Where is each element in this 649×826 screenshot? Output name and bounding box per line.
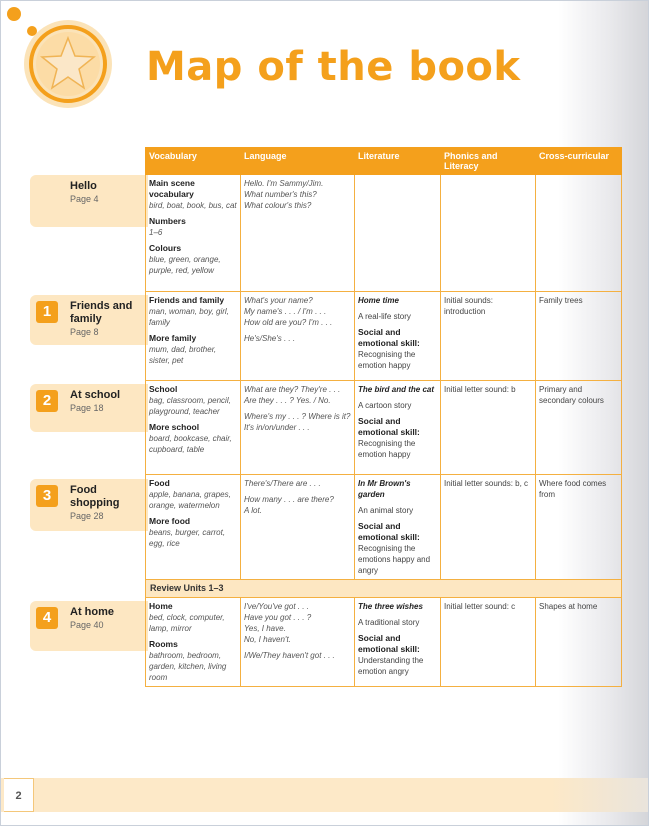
unit-tab-hello — [30, 175, 148, 227]
language-line: How many . . . are there? — [244, 495, 334, 504]
language-line: What are they? They're . . . — [244, 385, 341, 394]
table-row — [146, 381, 622, 475]
story-type: A real-life story — [358, 312, 411, 321]
unit-tab-4 — [30, 601, 148, 651]
language-cell — [241, 475, 355, 580]
phonics-cell — [441, 175, 536, 292]
story-type: An animal story — [358, 506, 414, 515]
table-row — [146, 598, 622, 687]
vocab-heading: More food — [149, 516, 191, 526]
language-cell — [241, 292, 355, 381]
phonics-cell: Initial letter sounds: b, c — [441, 475, 536, 580]
col-header-language: Language — [241, 148, 355, 175]
unit-tab-3 — [30, 479, 148, 531]
story-title: The bird and the cat — [358, 385, 435, 394]
phonics-cell: Initial letter sound: c — [441, 598, 536, 687]
language-line: What colour's this? — [244, 201, 312, 210]
unit-number: 3 — [36, 485, 58, 507]
vocabulary-cell — [146, 292, 241, 381]
language-line: It's in/on/under . . . — [244, 423, 310, 432]
unit-name: Hello — [70, 180, 97, 192]
vocab-words: man, woman, boy, girl, family — [149, 307, 229, 327]
skill-text: Understanding the emotion angry — [358, 656, 424, 676]
unit-tab-2 — [30, 384, 148, 432]
vocab-words: apple, banana, grapes, orange, watermelon — [149, 490, 231, 510]
page-title: Map of the book — [146, 44, 521, 90]
language-line: A lot. — [244, 506, 262, 515]
page-number: 2 — [4, 778, 34, 812]
unit-page: Page 4 — [70, 194, 99, 204]
skill-heading: Social and emotional skill: — [358, 521, 420, 542]
skill-text: Recognising the emotion happy — [358, 350, 416, 370]
skill-text: Recognising the emotion happy — [358, 439, 416, 459]
skill-heading: Social and emotional skill: — [358, 327, 420, 348]
literature-cell — [355, 381, 441, 475]
vocab-words: bag, classroom, pencil, playground, teacher — [149, 396, 231, 416]
literature-cell — [355, 475, 441, 580]
skill-heading: Social and emotional skill: — [358, 416, 420, 437]
language-line: Where's my . . . ? Where is it? — [244, 412, 351, 421]
unit-number: 4 — [36, 607, 58, 629]
col-header-phonics: Phonics and Literacy — [441, 148, 536, 175]
cross-curricular-cell: Family trees — [536, 292, 622, 381]
vocabulary-cell — [146, 381, 241, 475]
unit-tab-1 — [30, 295, 148, 345]
vocab-heading: Colours — [149, 243, 182, 253]
skill-text: Recognising the emotions happy and angry — [358, 544, 431, 575]
vocab-words: 1–6 — [149, 228, 163, 237]
col-header-literature: Literature — [355, 148, 441, 175]
vocab-heading: Home — [149, 601, 173, 611]
unit-name: At home — [70, 606, 114, 618]
literature-cell — [355, 598, 441, 687]
cross-curricular-cell — [536, 175, 622, 292]
cross-curricular-cell: Shapes at home — [536, 598, 622, 687]
language-line: He's/She's . . . — [244, 334, 296, 343]
unit-page: Page 40 — [70, 620, 104, 630]
vocab-words: bed, clock, computer, lamp, mirror — [149, 613, 225, 633]
language-line: How old are you? I'm . . . — [244, 318, 333, 327]
review-row — [146, 580, 622, 598]
table-row — [146, 475, 622, 580]
language-line: Hello. I'm Sammy/Jim. — [244, 179, 324, 188]
unit-page: Page 18 — [70, 403, 104, 413]
unit-number: 1 — [36, 301, 58, 323]
star-medal-icon — [6, 6, 126, 116]
vocab-heading: Food — [149, 478, 170, 488]
story-type: A cartoon story — [358, 401, 412, 410]
unit-page: Page 28 — [70, 511, 104, 521]
language-line: I've/You've got . . . — [244, 602, 309, 611]
vocabulary-cell — [146, 475, 241, 580]
vocab-words: beans, burger, carrot, egg, rice — [149, 528, 226, 548]
language-cell — [241, 175, 355, 292]
skill-heading: Social and emotional skill: — [358, 633, 420, 654]
vocab-words: bathroom, bedroom, garden, kitchen, living room — [149, 651, 227, 682]
story-title: Home time — [358, 296, 399, 305]
language-line: What's your name? — [244, 296, 313, 305]
vocab-heading: Rooms — [149, 639, 178, 649]
vocab-heading: Friends and family — [149, 295, 225, 305]
vocab-heading: Main scene vocabulary — [149, 178, 195, 199]
cross-curricular-cell: Primary and secondary colours — [536, 381, 622, 475]
footer-band — [0, 778, 649, 812]
unit-page: Page 8 — [70, 327, 99, 337]
unit-name: Friends and family — [70, 300, 133, 325]
vocab-heading: More school — [149, 422, 200, 432]
language-line: Yes, I have. — [244, 624, 286, 633]
unit-name: Food shopping — [70, 484, 120, 509]
language-line: I/We/They haven't got . . . — [244, 651, 335, 660]
story-title: The three wishes — [358, 602, 423, 611]
vocabulary-cell — [146, 598, 241, 687]
language-line: There's/There are . . . — [244, 479, 321, 488]
language-line: Have you got . . . ? — [244, 613, 312, 622]
col-header-vocabulary: Vocabulary — [146, 148, 241, 175]
unit-name: At school — [70, 389, 121, 401]
header-row — [146, 148, 622, 175]
literature-cell — [355, 175, 441, 292]
language-line: No, I haven't. — [244, 635, 291, 644]
table-row — [146, 292, 622, 381]
table-row — [146, 175, 622, 292]
phonics-cell: Initial sounds: introduction — [441, 292, 536, 381]
language-line: What number's this? — [244, 190, 317, 199]
vocab-heading: More family — [149, 333, 197, 343]
story-title: In Mr Brown's garden — [358, 479, 411, 499]
story-type: A traditional story — [358, 618, 420, 627]
vocab-words: blue, green, orange, purple, red, yellow — [149, 255, 221, 275]
language-line: Are they . . . ? Yes. / No. — [244, 396, 331, 405]
phonics-cell: Initial letter sound: b — [441, 381, 536, 475]
vocab-heading: School — [149, 384, 178, 394]
vocab-words: board, bookcase, chair, cupboard, table — [149, 434, 232, 454]
vocab-words: mum, dad, brother, sister, pet — [149, 345, 217, 365]
cross-curricular-cell: Where food comes from — [536, 475, 622, 580]
language-cell — [241, 381, 355, 475]
map-table — [145, 147, 622, 687]
unit-number: 2 — [36, 390, 58, 412]
vocab-heading: Numbers — [149, 216, 186, 226]
vocabulary-cell — [146, 175, 241, 292]
review-label: Review Units 1–3 — [146, 580, 622, 598]
col-header-cross-curricular: Cross-curricular — [536, 148, 622, 175]
language-line: My name's . . . / I'm . . . — [244, 307, 327, 316]
literature-cell — [355, 292, 441, 381]
vocab-words: bird, boat, book, bus, cat — [149, 201, 237, 210]
language-cell — [241, 598, 355, 687]
